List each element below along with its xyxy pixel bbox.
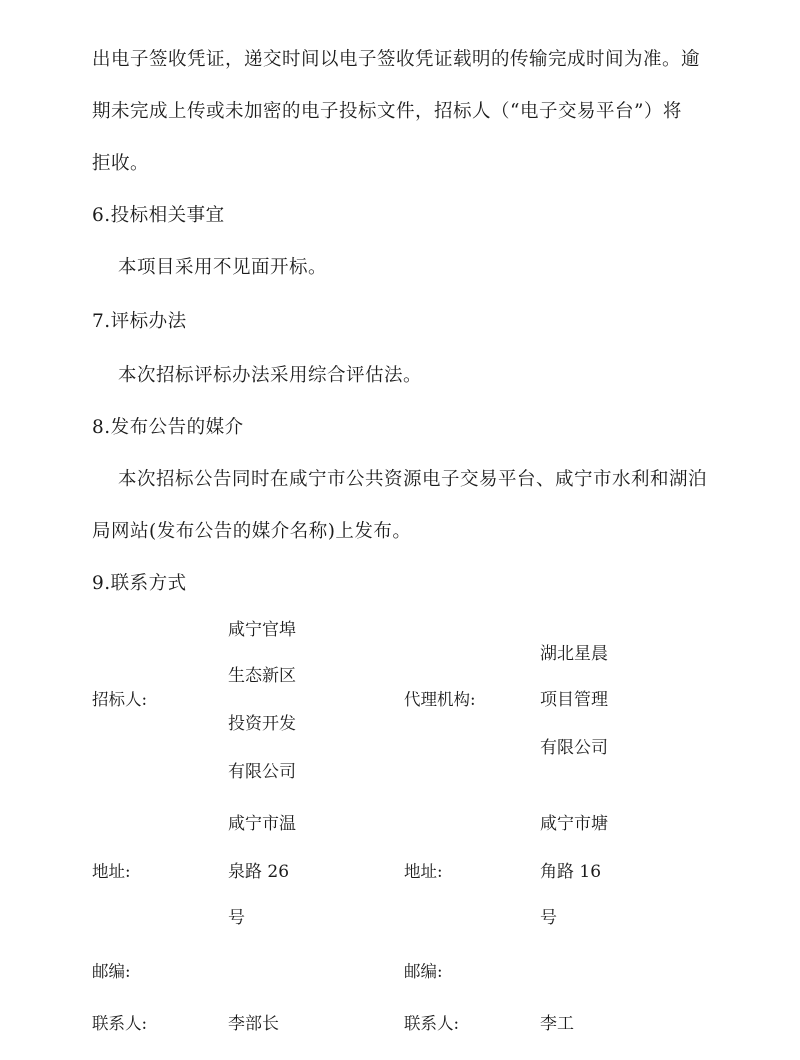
agency-postcode-label: 邮编: (404, 962, 443, 981)
tenderer-name-line: 咸宁官埠 (228, 620, 296, 640)
agency-label: 代理机构: (404, 690, 476, 709)
tenderer-contact-label: 联系人: (92, 1014, 148, 1033)
tenderer-name-line: 生态新区 (228, 666, 296, 686)
tenderer-contact-name: 李部长 (228, 1014, 279, 1034)
agency-address-line: 角路 16 (540, 862, 602, 882)
section-heading-9: 9.联系方式 (92, 573, 187, 594)
tenderer-address-line: 泉路 26 (228, 862, 290, 882)
agency-address-line: 号 (540, 908, 557, 928)
paragraph-line: 出电子签收凭证，递交时间以电子签收凭证载明的传输完成时间为准。逾 (92, 49, 701, 70)
agency-address-line: 咸宁市塘 (540, 814, 608, 834)
tenderer-postcode-label: 邮编: (92, 962, 131, 981)
agency-name-line: 项目管理 (540, 690, 608, 710)
section-body-8-line2: 局网站(发布公告的媒介名称)上发布。 (92, 521, 412, 542)
tenderer-address-label: 地址: (92, 862, 131, 881)
section-heading-7: 7.评标办法 (92, 311, 187, 332)
section-heading-8: 8.发布公告的媒介 (92, 417, 244, 438)
paragraph-line: 期未完成上传或未加密的电子投标文件，招标人（“电子交易平台”）将 (92, 101, 682, 122)
tenderer-name-line: 有限公司 (228, 762, 296, 782)
section-body-8-line1: 本次招标公告同时在咸宁市公共资源电子交易平台、咸宁市水利和湖泊 (118, 469, 708, 490)
agency-address-label: 地址: (404, 862, 443, 881)
agency-name-line: 湖北星晨 (540, 644, 608, 664)
section-heading-6: 6.投标相关事宜 (92, 205, 225, 226)
section-body-7: 本次招标评标办法采用综合评估法。 (118, 365, 423, 386)
agency-contact-name: 李工 (540, 1014, 574, 1034)
tenderer-name-line: 投资开发 (228, 714, 296, 734)
paragraph-line: 拒收。 (92, 153, 150, 174)
agency-name-line: 有限公司 (540, 738, 608, 758)
tenderer-address-line: 咸宁市温 (228, 814, 296, 834)
agency-contact-label: 联系人: (404, 1014, 460, 1033)
section-body-6: 本项目采用不见面开标。 (118, 257, 328, 278)
tenderer-label: 招标人: (92, 690, 148, 709)
tenderer-address-line: 号 (228, 908, 245, 928)
